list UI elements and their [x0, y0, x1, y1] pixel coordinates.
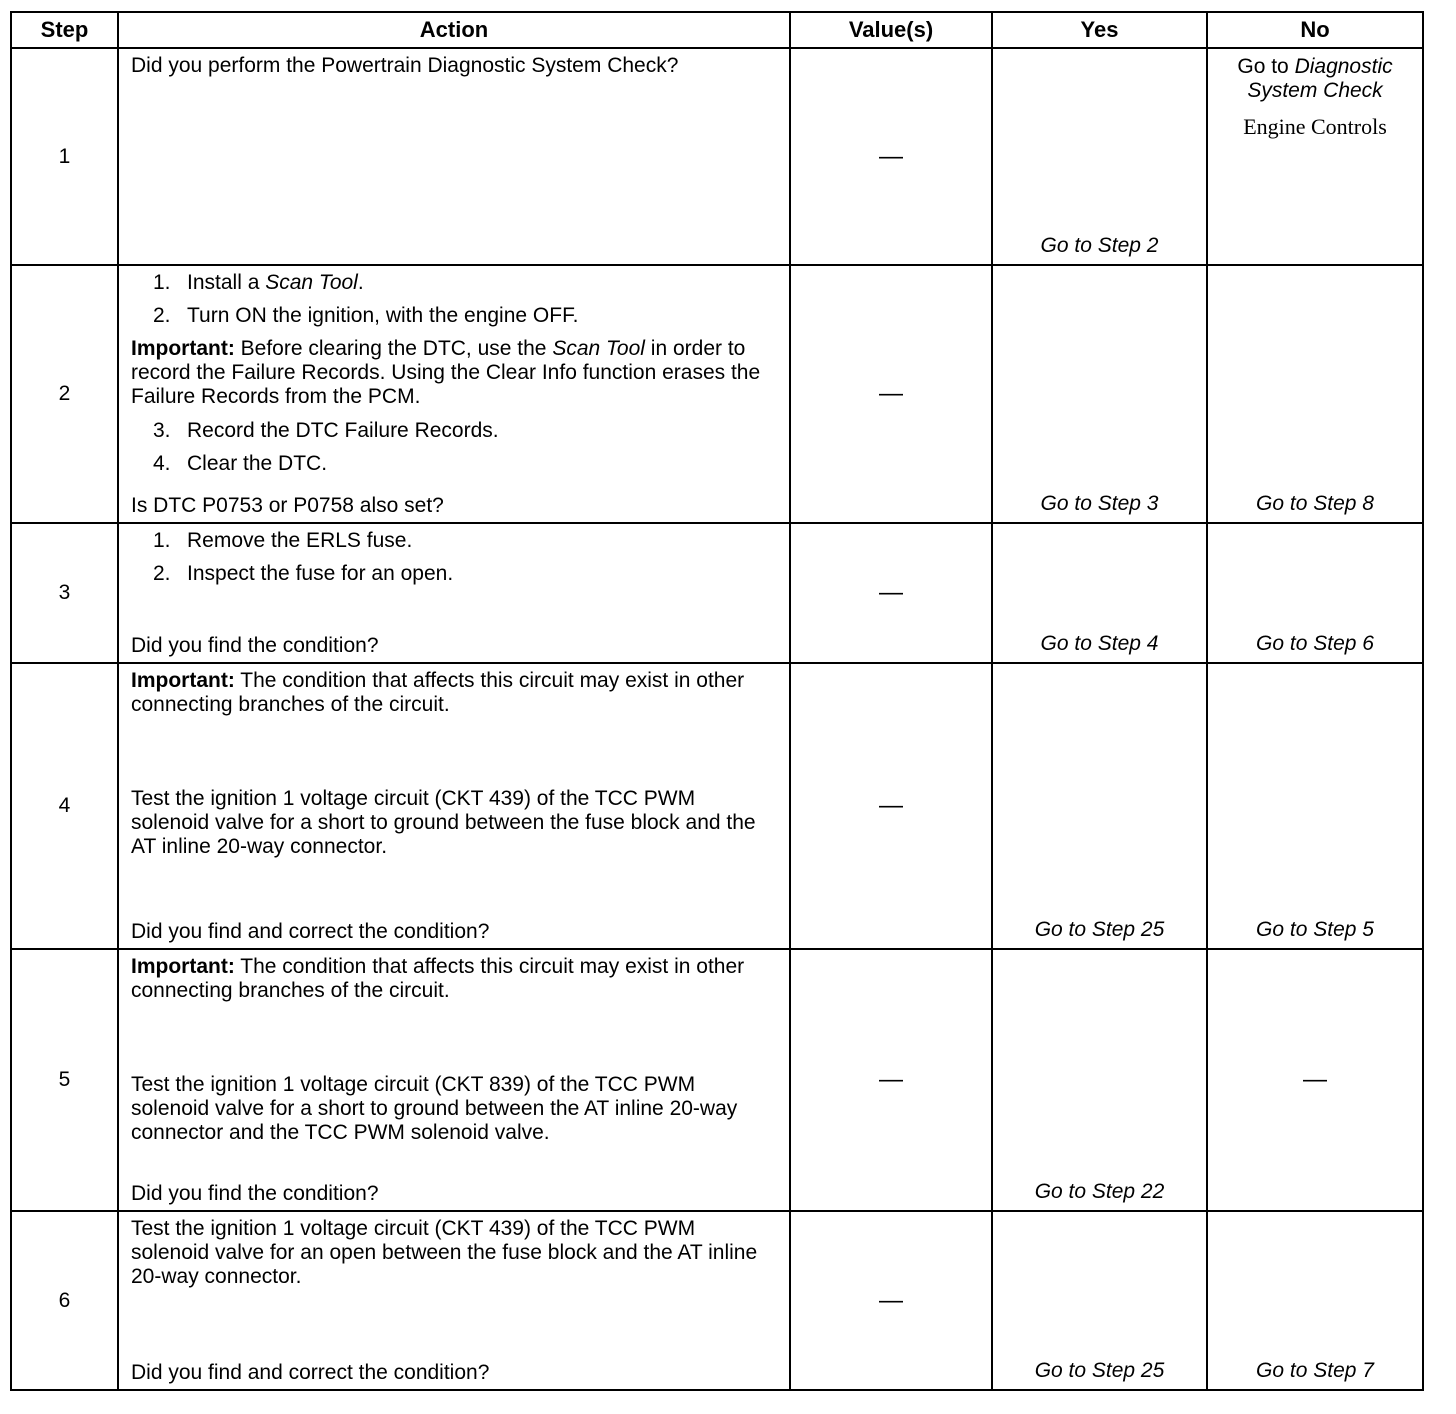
header-row: [11, 12, 1423, 48]
list-item: [153, 529, 779, 553]
action-question: Did you find the condition?: [131, 1182, 379, 1205]
no-link[interactable]: [1216, 55, 1414, 103]
no-cell: [1207, 1211, 1423, 1390]
action-body: Test the ignition 1 voltage circuit (CKT 839) of the TCC PWM solenoid valve for a short to ground between the AT inline 20-way connector and the TCC PWM solenoid valve.: [131, 1073, 738, 1144]
list-item: [153, 419, 779, 443]
important-label: Important:: [131, 337, 235, 360]
action-question: Did you find and correct the condition?: [131, 920, 490, 943]
yes-link[interactable]: Go to Step 22: [1034, 1180, 1165, 1203]
yes-link[interactable]: Go to Step 25: [1034, 1359, 1165, 1382]
table-row: [11, 48, 1423, 265]
list-item: [153, 452, 779, 476]
diagnostic-table: [10, 11, 1424, 1391]
no-cell: [1207, 663, 1423, 949]
step-number: 4: [11, 663, 118, 949]
yes-cell: [992, 949, 1207, 1211]
action-question: Did you find the condition?: [131, 634, 379, 657]
action-cell: [118, 1211, 790, 1390]
list-number: 3.: [153, 419, 171, 442]
list-number: 1.: [153, 271, 171, 294]
important-label: Important:: [131, 955, 235, 978]
action-body: Test the ignition 1 voltage circuit (CKT 439) of the TCC PWM solenoid valve for an open between the fuse block and the AT inline 20-way connector.: [131, 1217, 758, 1288]
table-row: [11, 949, 1423, 1211]
no-link-prefix: Go to: [1237, 55, 1295, 78]
table-row: [11, 523, 1423, 663]
action-question: Is DTC P0753 or P0758 also set?: [131, 494, 444, 517]
action-cell: [118, 265, 790, 523]
step-number: 6: [11, 1211, 118, 1390]
list-text: Clear the DTC.: [187, 452, 328, 475]
value-cell: —: [790, 265, 992, 523]
no-cell: [1207, 265, 1423, 523]
list-number: 4.: [153, 452, 171, 475]
header-action: Action: [118, 12, 790, 48]
value-cell: —: [790, 48, 992, 265]
yes-cell: [992, 523, 1207, 663]
important-text-italic: Scan Tool: [552, 337, 645, 360]
yes-cell: [992, 265, 1207, 523]
action-cell: [118, 949, 790, 1211]
important-text: Before clearing the DTC, use the: [234, 337, 553, 360]
header-no: No: [1207, 12, 1423, 48]
action-cell: [118, 48, 790, 265]
important-text-end: in order to record the Failure Records. Using the Clear Info function erases the Failure Records from the PCM.: [131, 337, 761, 408]
yes-link[interactable]: Go to Step 3: [1040, 492, 1159, 515]
table-row: [11, 663, 1423, 949]
no-cell: —: [1207, 949, 1423, 1211]
list-text: Record the DTC Failure Records.: [187, 419, 499, 442]
no-link[interactable]: Go to Step 8: [1256, 492, 1374, 515]
list-item: [153, 271, 779, 295]
yes-cell: [992, 1211, 1207, 1390]
list-item: [153, 304, 779, 328]
no-link[interactable]: Go to Step 7: [1256, 1359, 1374, 1382]
list-text: Remove the ERLS fuse.: [187, 529, 413, 552]
important-note: [131, 669, 779, 717]
section-reference: Engine Controls: [1243, 114, 1387, 139]
value-cell: —: [790, 523, 992, 663]
header-yes: Yes: [992, 12, 1207, 48]
no-link[interactable]: Go to Step 6: [1256, 632, 1374, 655]
table-row: [11, 265, 1423, 523]
list-number: 1.: [153, 529, 171, 552]
important-text: The condition that affects this circuit may exist in other connecting branches of the circuit.: [131, 955, 745, 1002]
list-number: 2.: [153, 304, 171, 327]
list-number: 2.: [153, 562, 171, 585]
list-text-end: .: [357, 271, 364, 294]
no-cell: [1207, 48, 1423, 265]
yes-link[interactable]: Go to Step 4: [1040, 632, 1159, 655]
action-cell: [118, 523, 790, 663]
important-note: [131, 955, 779, 1003]
list-text-italic: Scan Tool: [265, 271, 358, 294]
list-text: Inspect the fuse for an open.: [187, 562, 454, 585]
header-step: Step: [11, 12, 118, 48]
action-cell: [118, 663, 790, 949]
value-cell: —: [790, 663, 992, 949]
step-number: 2: [11, 265, 118, 523]
yes-cell: [992, 48, 1207, 265]
no-link[interactable]: Go to Step 5: [1256, 918, 1374, 941]
action-question: Did you find and correct the condition?: [131, 1361, 490, 1384]
step-number: 3: [11, 523, 118, 663]
value-cell: —: [790, 949, 992, 1211]
header-values: Value(s): [790, 12, 992, 48]
list-item: [153, 562, 779, 586]
table-row: [11, 1211, 1423, 1390]
step-number: 5: [11, 949, 118, 1211]
value-cell: —: [790, 1211, 992, 1390]
important-text: The condition that affects this circuit may exist in other connecting branches of the circuit.: [131, 669, 745, 716]
no-cell: [1207, 523, 1423, 663]
important-label: Important:: [131, 669, 235, 692]
important-note: [131, 337, 779, 409]
action-question: Did you perform the Powertrain Diagnostic System Check?: [131, 54, 679, 77]
yes-cell: [992, 663, 1207, 949]
yes-link[interactable]: Go to Step 25: [1034, 918, 1165, 941]
no-link-target: Diagnostic System Check: [1247, 55, 1393, 102]
step-number: 1: [11, 48, 118, 265]
list-text: Install a: [187, 271, 266, 294]
list-text: Turn ON the ignition, with the engine OFF.: [187, 304, 579, 327]
action-body: Test the ignition 1 voltage circuit (CKT 439) of the TCC PWM solenoid valve for a short to ground between the fuse block and the AT inline 20-way connector.: [131, 787, 756, 858]
yes-link[interactable]: Go to Step 2: [1040, 234, 1159, 257]
